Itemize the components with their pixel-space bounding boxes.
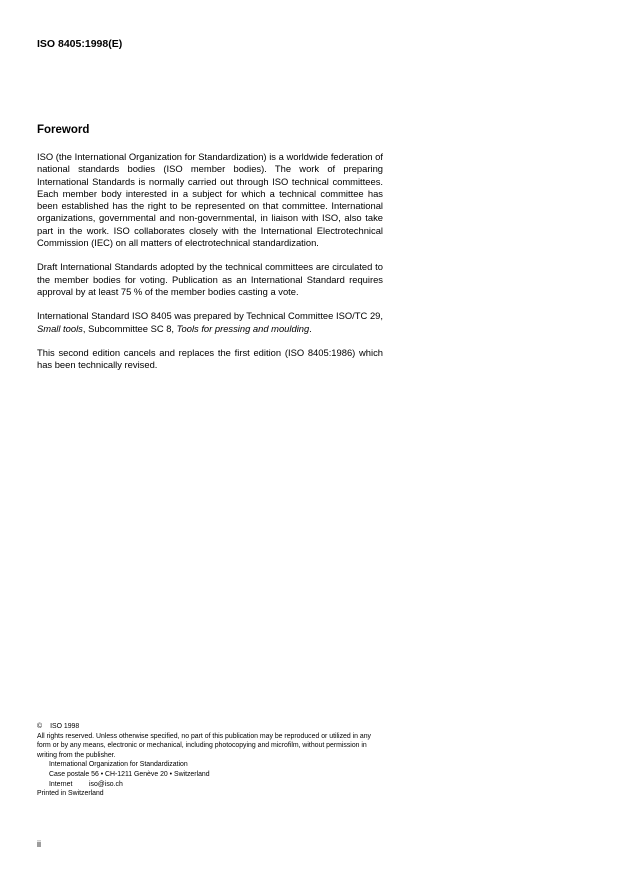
publisher-postal: Case postale 56 • CH-1211 Genève 20 • Switzerland (49, 770, 210, 778)
foreword-paragraph-1: ISO (the International Organization for Standardization) is a worldwide federation of national standards bodies (ISO member bodies). The work of preparing International Standards is normally carried out through ISO technical committees. Each member body interested in a subject for which a technical committee has been established has the right to be represented on that committee. International organizations, governmental and non-governmental, in liaison with ISO, also take part in the work. ISO collaborates closely with the International Electrotechnical Commission (IEC) on all matters of electrotechnical standardization. (37, 151, 383, 248)
foreword-paragraph-2: Draft International Standards adopted by the technical committees are circulated to the member bodies for voting. Publication as an International Standard requires approval by at least 75 % of the member bodies casting a vote. (37, 261, 383, 297)
paragraph-3-text-b: , Subcommittee SC 8, (82, 322, 177, 334)
copyright-year: ISO 1998 (50, 723, 80, 730)
paragraph-3-text-c: . (309, 322, 312, 334)
printed-in: Printed in Switzerland (37, 790, 104, 798)
publisher-internet (49, 780, 385, 790)
rights-statement: All rights reserved. Unless otherwise specified, no part of this publication may be reproduced or utilized in any form or by any means, electronic or mechanical, including photocopying and microfilm, without permission in writing from the publisher. (37, 732, 371, 759)
copyright-symbol: © (37, 723, 43, 730)
copyright-line (37, 722, 385, 732)
foreword-body (37, 151, 383, 384)
page-number: ii (37, 839, 41, 849)
paragraph-3-text-a: International Standard ISO 8405 was prepared by Technical Committee ISO/TC 29, (37, 310, 383, 322)
publisher-org: International Organization for Standardization (49, 761, 188, 769)
document-header: ISO 8405:1998(E) (37, 38, 123, 50)
tc-name: Small tools (37, 322, 83, 334)
foreword-title: Foreword (37, 124, 90, 136)
foreword-paragraph-3 (37, 310, 383, 335)
internet-label: Internet (49, 780, 73, 788)
sc-name: Tools for pressing and moulding (176, 322, 310, 334)
copyright-block (37, 722, 385, 799)
internet-address: iso@iso.ch (89, 780, 123, 788)
foreword-paragraph-4: This second edition cancels and replaces the first edition (ISO 8405:1986) which has been technically revised. (37, 347, 383, 371)
publisher-address (37, 760, 385, 789)
